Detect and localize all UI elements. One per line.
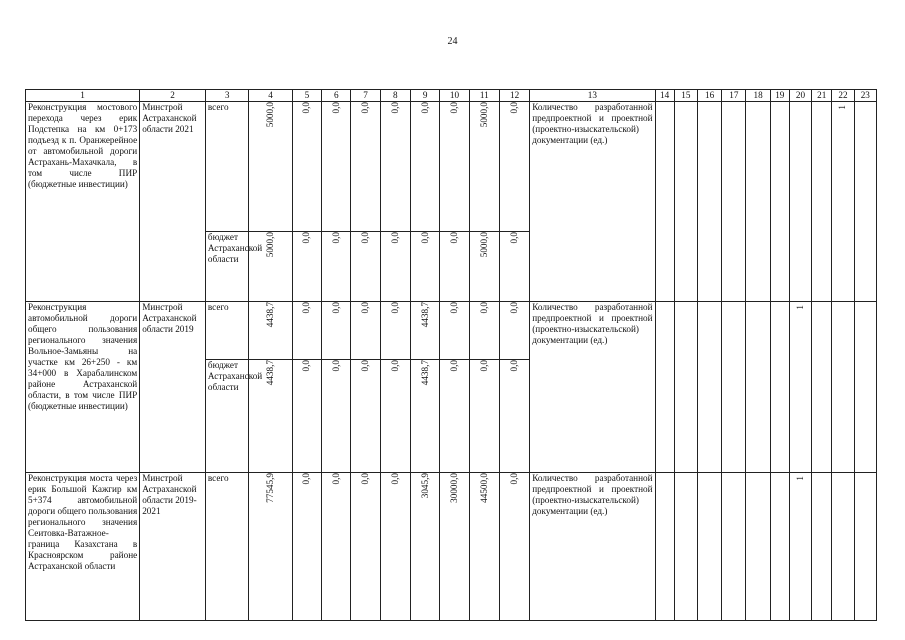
funding-value: 0,0 — [448, 302, 459, 314]
funding-value: 5000,0 — [265, 102, 276, 128]
funding-cell — [469, 102, 499, 232]
indicator-value-cell — [746, 102, 770, 302]
funding-value: 0,0 — [330, 302, 341, 314]
indicator-value-cell — [854, 302, 876, 473]
indicator-value-cell — [789, 473, 811, 621]
indicator: Количество разработанной предпроектной и проектной (проектно-изыскательской) документации (ед.) — [530, 102, 655, 302]
funding-value: 0,0 — [509, 360, 520, 372]
column-header: 19 — [770, 90, 789, 102]
funding-value: 4438,7 — [419, 360, 430, 386]
funding-value: 0,0 — [360, 302, 371, 314]
funding-cell — [351, 302, 380, 360]
funding-cell — [440, 102, 469, 232]
program-table — [25, 89, 877, 621]
funding-value: 77545,9 — [265, 473, 276, 503]
column-header: 5 — [292, 90, 321, 102]
indicator-value-cell — [770, 302, 789, 473]
funding-cell — [249, 102, 292, 232]
funding-cell — [440, 302, 469, 360]
funding-cell — [440, 360, 469, 473]
column-header: 7 — [351, 90, 380, 102]
funding-cell — [499, 360, 529, 473]
funding-cell — [469, 302, 499, 360]
column-header: 4 — [249, 90, 292, 102]
executor: Минстрой Астраханской области 2021 — [140, 102, 206, 302]
funding-cell — [411, 360, 440, 473]
funding-value: 0,0 — [478, 360, 489, 372]
event-name: Реконструкция автомобильной дороги общего пользования регионального значения Вольное-Замьяны на участке км 26+250 - км 34+000 в Харабалинском районе Астраханской области, в том числе ПИР (бюджетные инвестиции) — [26, 302, 140, 473]
funding-cell — [351, 102, 380, 232]
column-header: 20 — [789, 90, 811, 102]
table-row — [26, 473, 877, 621]
funding-value: 0,0 — [360, 473, 371, 485]
funding-cell — [351, 473, 380, 621]
column-header: 1 — [26, 90, 140, 102]
funding-cell — [322, 102, 351, 232]
funding-value: 0,0 — [301, 473, 312, 485]
event-name: Реконструкция мостового перехода через ерик Подстепка на км 0+173 подъезд к п. Оранжерейное от автомобильной дороги Астрахань-Махачкала, в том числе ПИР (бюджетные инвестиции) — [26, 102, 140, 302]
column-header: 8 — [380, 90, 410, 102]
funding-cell — [249, 473, 292, 621]
indicator-value-cell — [812, 473, 832, 621]
indicator-value: 1 — [795, 305, 805, 310]
indicator-value-cell — [832, 102, 854, 302]
funding-cell — [411, 232, 440, 302]
column-header: 6 — [322, 90, 351, 102]
funding-value: 0,0 — [419, 102, 430, 114]
indicator-value-cell — [722, 102, 746, 302]
indicator-value-cell — [746, 302, 770, 473]
funding-cell — [411, 473, 440, 621]
indicator-value-cell — [832, 302, 854, 473]
funding-value: 0,0 — [330, 360, 341, 372]
funding-value: 30000,0 — [448, 473, 459, 503]
funding-cell — [292, 102, 321, 232]
funding-cell — [322, 360, 351, 473]
funding-value: 0,0 — [389, 102, 400, 114]
indicator-value-cell — [655, 302, 674, 473]
indicator-value-cell — [854, 102, 876, 302]
funding-value: 0,0 — [389, 302, 400, 314]
funding-value: 0,0 — [301, 232, 312, 244]
indicator-value-cell — [674, 473, 697, 621]
funding-cell — [351, 360, 380, 473]
funding-cell — [322, 302, 351, 360]
column-header: 15 — [674, 90, 697, 102]
indicator-value-cell — [746, 473, 770, 621]
funding-cell — [411, 302, 440, 360]
funding-value: 4438,7 — [265, 360, 276, 386]
page-number: 24 — [447, 36, 458, 47]
funding-value: 0,0 — [360, 232, 371, 244]
column-header: 18 — [746, 90, 770, 102]
column-header: 3 — [205, 90, 248, 102]
funding-value: 0,0 — [389, 232, 400, 244]
indicator-value-cell — [770, 473, 789, 621]
column-header: 11 — [469, 90, 499, 102]
funding-value: 0,0 — [301, 360, 312, 372]
executor: Минстрой Астраханской области 2019-2021 — [140, 473, 206, 621]
funding-source: всего — [205, 473, 248, 621]
funding-value: 0,0 — [448, 102, 459, 114]
funding-value: 0,0 — [360, 360, 371, 372]
funding-value: 0,0 — [301, 302, 312, 314]
funding-value: 0,0 — [509, 473, 520, 485]
event-name: Реконструкция моста через ерик Большой Кажгир км 5+374 автомобильной дороги общего пользования регионального значения Сеитовка-Ватажное-граница Казахстана в Красноярском районе Астраханской области — [26, 473, 140, 621]
funding-cell — [380, 232, 410, 302]
funding-value: 0,0 — [330, 232, 341, 244]
funding-value: 0,0 — [509, 302, 520, 314]
indicator-value-cell — [770, 102, 789, 302]
indicator-value-cell — [854, 473, 876, 621]
indicator-value-cell — [812, 302, 832, 473]
funding-cell — [469, 232, 499, 302]
indicator-value: 1 — [795, 476, 805, 481]
column-header: 12 — [499, 90, 529, 102]
indicator-value-cell — [697, 473, 721, 621]
indicator-value-cell — [674, 302, 697, 473]
funding-value: 5000,0 — [265, 232, 276, 258]
column-header: 22 — [832, 90, 854, 102]
funding-cell — [292, 360, 321, 473]
funding-value: 0,0 — [509, 102, 520, 114]
funding-value: 0,0 — [389, 473, 400, 485]
table-row — [26, 102, 877, 232]
funding-cell — [469, 473, 499, 621]
funding-cell — [380, 302, 410, 360]
funding-cell — [499, 473, 529, 621]
indicator-value-cell — [697, 102, 721, 302]
column-header: 10 — [440, 90, 469, 102]
funding-cell — [292, 473, 321, 621]
indicator-value: 1 — [837, 105, 848, 110]
funding-value: 0,0 — [330, 473, 341, 485]
funding-cell — [380, 473, 410, 621]
indicator-value-cell — [674, 102, 697, 302]
funding-value: 0,0 — [301, 102, 312, 114]
funding-value: 4438,7 — [419, 302, 430, 328]
funding-cell — [411, 102, 440, 232]
funding-value: 4438,7 — [265, 302, 276, 328]
executor: Минстрой Астраханской области 2019 — [140, 302, 206, 473]
column-header: 2 — [140, 90, 206, 102]
funding-cell — [499, 232, 529, 302]
funding-cell — [440, 232, 469, 302]
funding-value: 0,0 — [330, 102, 341, 114]
column-header: 14 — [655, 90, 674, 102]
funding-value: 0,0 — [448, 232, 459, 244]
funding-cell — [440, 473, 469, 621]
funding-cell — [249, 302, 292, 360]
table-row — [26, 302, 877, 360]
column-header: 17 — [722, 90, 746, 102]
indicator-value-cell — [655, 473, 674, 621]
funding-value: 5000,0 — [478, 232, 489, 258]
funding-cell — [499, 102, 529, 232]
funding-value: 0,0 — [419, 232, 430, 244]
column-header: 23 — [854, 90, 876, 102]
funding-cell — [469, 360, 499, 473]
funding-value: 0,0 — [448, 360, 459, 372]
indicator-value-cell — [812, 102, 832, 302]
funding-value: 0,0 — [478, 302, 489, 314]
funding-value: 0,0 — [389, 360, 400, 372]
indicator-value-cell — [789, 302, 811, 473]
funding-cell — [380, 102, 410, 232]
indicator-value-cell — [789, 102, 811, 302]
indicator-value-cell — [832, 473, 854, 621]
funding-value: 3045,9 — [419, 473, 430, 499]
funding-cell — [292, 232, 321, 302]
header-row — [26, 90, 877, 102]
column-header: 16 — [697, 90, 721, 102]
funding-source: бюджет Астраханской области — [205, 360, 248, 473]
column-header: 21 — [812, 90, 832, 102]
funding-value: 5000,0 — [478, 102, 489, 128]
column-header: 9 — [411, 90, 440, 102]
funding-cell — [249, 232, 292, 302]
funding-cell — [292, 302, 321, 360]
funding-cell — [351, 232, 380, 302]
funding-value: 0,0 — [509, 232, 520, 244]
indicator-value-cell — [655, 102, 674, 302]
indicator-value-cell — [722, 473, 746, 621]
funding-source: бюджет Астраханской области — [205, 232, 248, 302]
funding-cell — [380, 360, 410, 473]
funding-cell — [322, 473, 351, 621]
indicator-value-cell — [697, 302, 721, 473]
funding-source: всего — [205, 102, 248, 232]
indicator: Количество разработанной предпроектной и проектной (проектно-изыскательской) документации (ед.) — [530, 302, 655, 473]
funding-source: всего — [205, 302, 248, 360]
funding-cell — [322, 232, 351, 302]
funding-cell — [499, 302, 529, 360]
indicator-value-cell — [722, 302, 746, 473]
funding-value: 0,0 — [360, 102, 371, 114]
funding-value: 44500,0 — [478, 473, 489, 503]
column-header: 13 — [530, 90, 655, 102]
indicator: Количество разработанной предпроектной и проектной (проектно-изыскательской) документации (ед.) — [530, 473, 655, 621]
